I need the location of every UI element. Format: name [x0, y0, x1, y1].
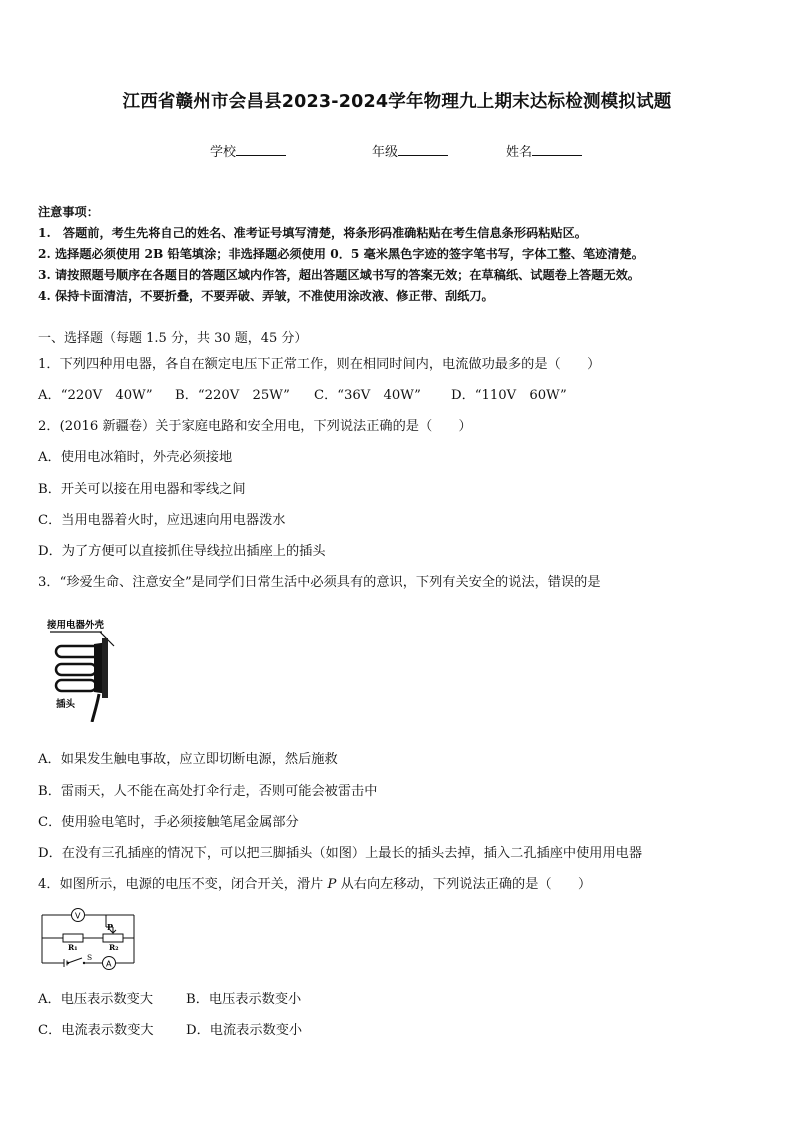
question-3-option-b[interactable]: B．雷雨天，人不能在高处打伞行走，否则可能会被雷击中: [38, 784, 378, 799]
notice-item-1: 1. 答题前，考生先将自己的姓名、准考证号填写清楚，将条形码准确粘贴在考生信息条形码粘贴区。: [38, 226, 587, 240]
question-4-option-a[interactable]: A．电压表示数变大: [38, 992, 154, 1007]
question-4-option-b[interactable]: B．电压表示数变小: [186, 992, 302, 1007]
plug-label-case: 接用电器外壳: [47, 620, 105, 631]
exam-title: 江西省赣州市会昌县2023-2024学年物理九上期末达标检测模拟试题: [122, 92, 672, 112]
circuit-diagram: [38, 905, 140, 971]
school-blank[interactable]: [236, 143, 286, 156]
grade-label: 年级: [372, 145, 399, 160]
grade-field[interactable]: [372, 141, 448, 160]
school-field[interactable]: [210, 141, 286, 160]
question-1-option-a[interactable]: A．“220V 40W”: [38, 388, 153, 403]
name-field[interactable]: [506, 141, 582, 160]
question-2-option-a[interactable]: A．使用电冰箱时，外壳必须接地: [38, 450, 233, 465]
notice-block: [38, 202, 644, 307]
question-1-option-c[interactable]: C．“36V 40W”: [314, 388, 421, 403]
switch-label: S: [87, 953, 93, 962]
three-pin-plug-figure: [42, 610, 134, 722]
r1-label: R₁: [68, 943, 78, 952]
slider-p-symbol: P: [327, 877, 337, 892]
question-2-option-b[interactable]: B．开关可以接在用电器和零线之间: [38, 482, 246, 497]
name-label: 姓名: [506, 145, 533, 160]
ammeter-icon: A: [106, 959, 112, 969]
question-4-stem: 4．如图所示，电源的电压不变，闭合开关，滑片 P 从右向左移动，下列说法正确的是（ ）: [38, 877, 592, 892]
question-1-option-d[interactable]: D．“110V 60W”: [451, 388, 567, 403]
question-2-stem: 2．(2016 新疆卷）关于家庭电路和安全用电，下列说法正确的是（ ）: [38, 419, 472, 434]
circuit-figure: [38, 905, 140, 971]
question-1-option-b[interactable]: B．“220V 25W”: [175, 388, 290, 403]
question-3-option-d[interactable]: D．在没有三孔插座的情况下，可以把三脚插头（如图）上最长的插头去掉，插入二孔插座中使用用电器: [38, 846, 643, 861]
grade-blank[interactable]: [398, 143, 448, 156]
notice-item-3: 3. 请按照题号顺序在各题目的答题区域内作答，超出答题区域书写的答案无效；在草稿纸、试题卷上答题无效。: [38, 268, 640, 282]
question-4-option-c[interactable]: C．电流表示数变大: [38, 1023, 154, 1038]
question-3-option-a[interactable]: A．如果发生触电事故，应立即切断电源，然后施救: [38, 752, 338, 767]
question-4-option-d[interactable]: D．电流表示数变小: [186, 1023, 303, 1038]
plug-diagram: [42, 610, 134, 722]
question-1-stem: 1．下列四种用电器，各自在额定电压下正常工作，则在相同时间内，电流做功最多的是（ ）: [38, 357, 601, 372]
r2-label: R₂: [109, 943, 119, 952]
plug-label-pin: 插头: [56, 699, 76, 710]
question-2-option-c[interactable]: C．当用电器着火时，应迅速向用电器泼水: [38, 513, 286, 528]
notice-heading: 注意事项：: [38, 205, 99, 219]
section-heading: 一、选择题（每题 1.5 分，共 30 题，45 分）: [38, 331, 308, 346]
slider-label: P: [107, 922, 114, 932]
name-blank[interactable]: [532, 143, 582, 156]
question-3-stem: 3．“珍爱生命、注意安全”是同学们日常生活中必须具有的意识，下列有关安全的说法，错误的是: [38, 575, 601, 590]
voltmeter-icon: V: [75, 911, 81, 921]
school-label: 学校: [210, 145, 237, 160]
question-2-option-d[interactable]: D．为了方便可以直接抓住导线拉出插座上的插头: [38, 544, 326, 559]
question-3-option-c[interactable]: C．使用验电笔时，手必须接触笔尾金属部分: [38, 815, 299, 830]
notice-item-2: 2. 选择题必须使用 2B 铅笔填涂；非选择题必须使用 0．5 毫米黑色字迹的签字笔书写，字体工整、笔迹清楚。: [38, 247, 644, 261]
notice-item-4: 4. 保持卡面清洁，不要折叠，不要弄破、弄皱，不准使用涂改液、修正带、刮纸刀。: [38, 289, 494, 303]
